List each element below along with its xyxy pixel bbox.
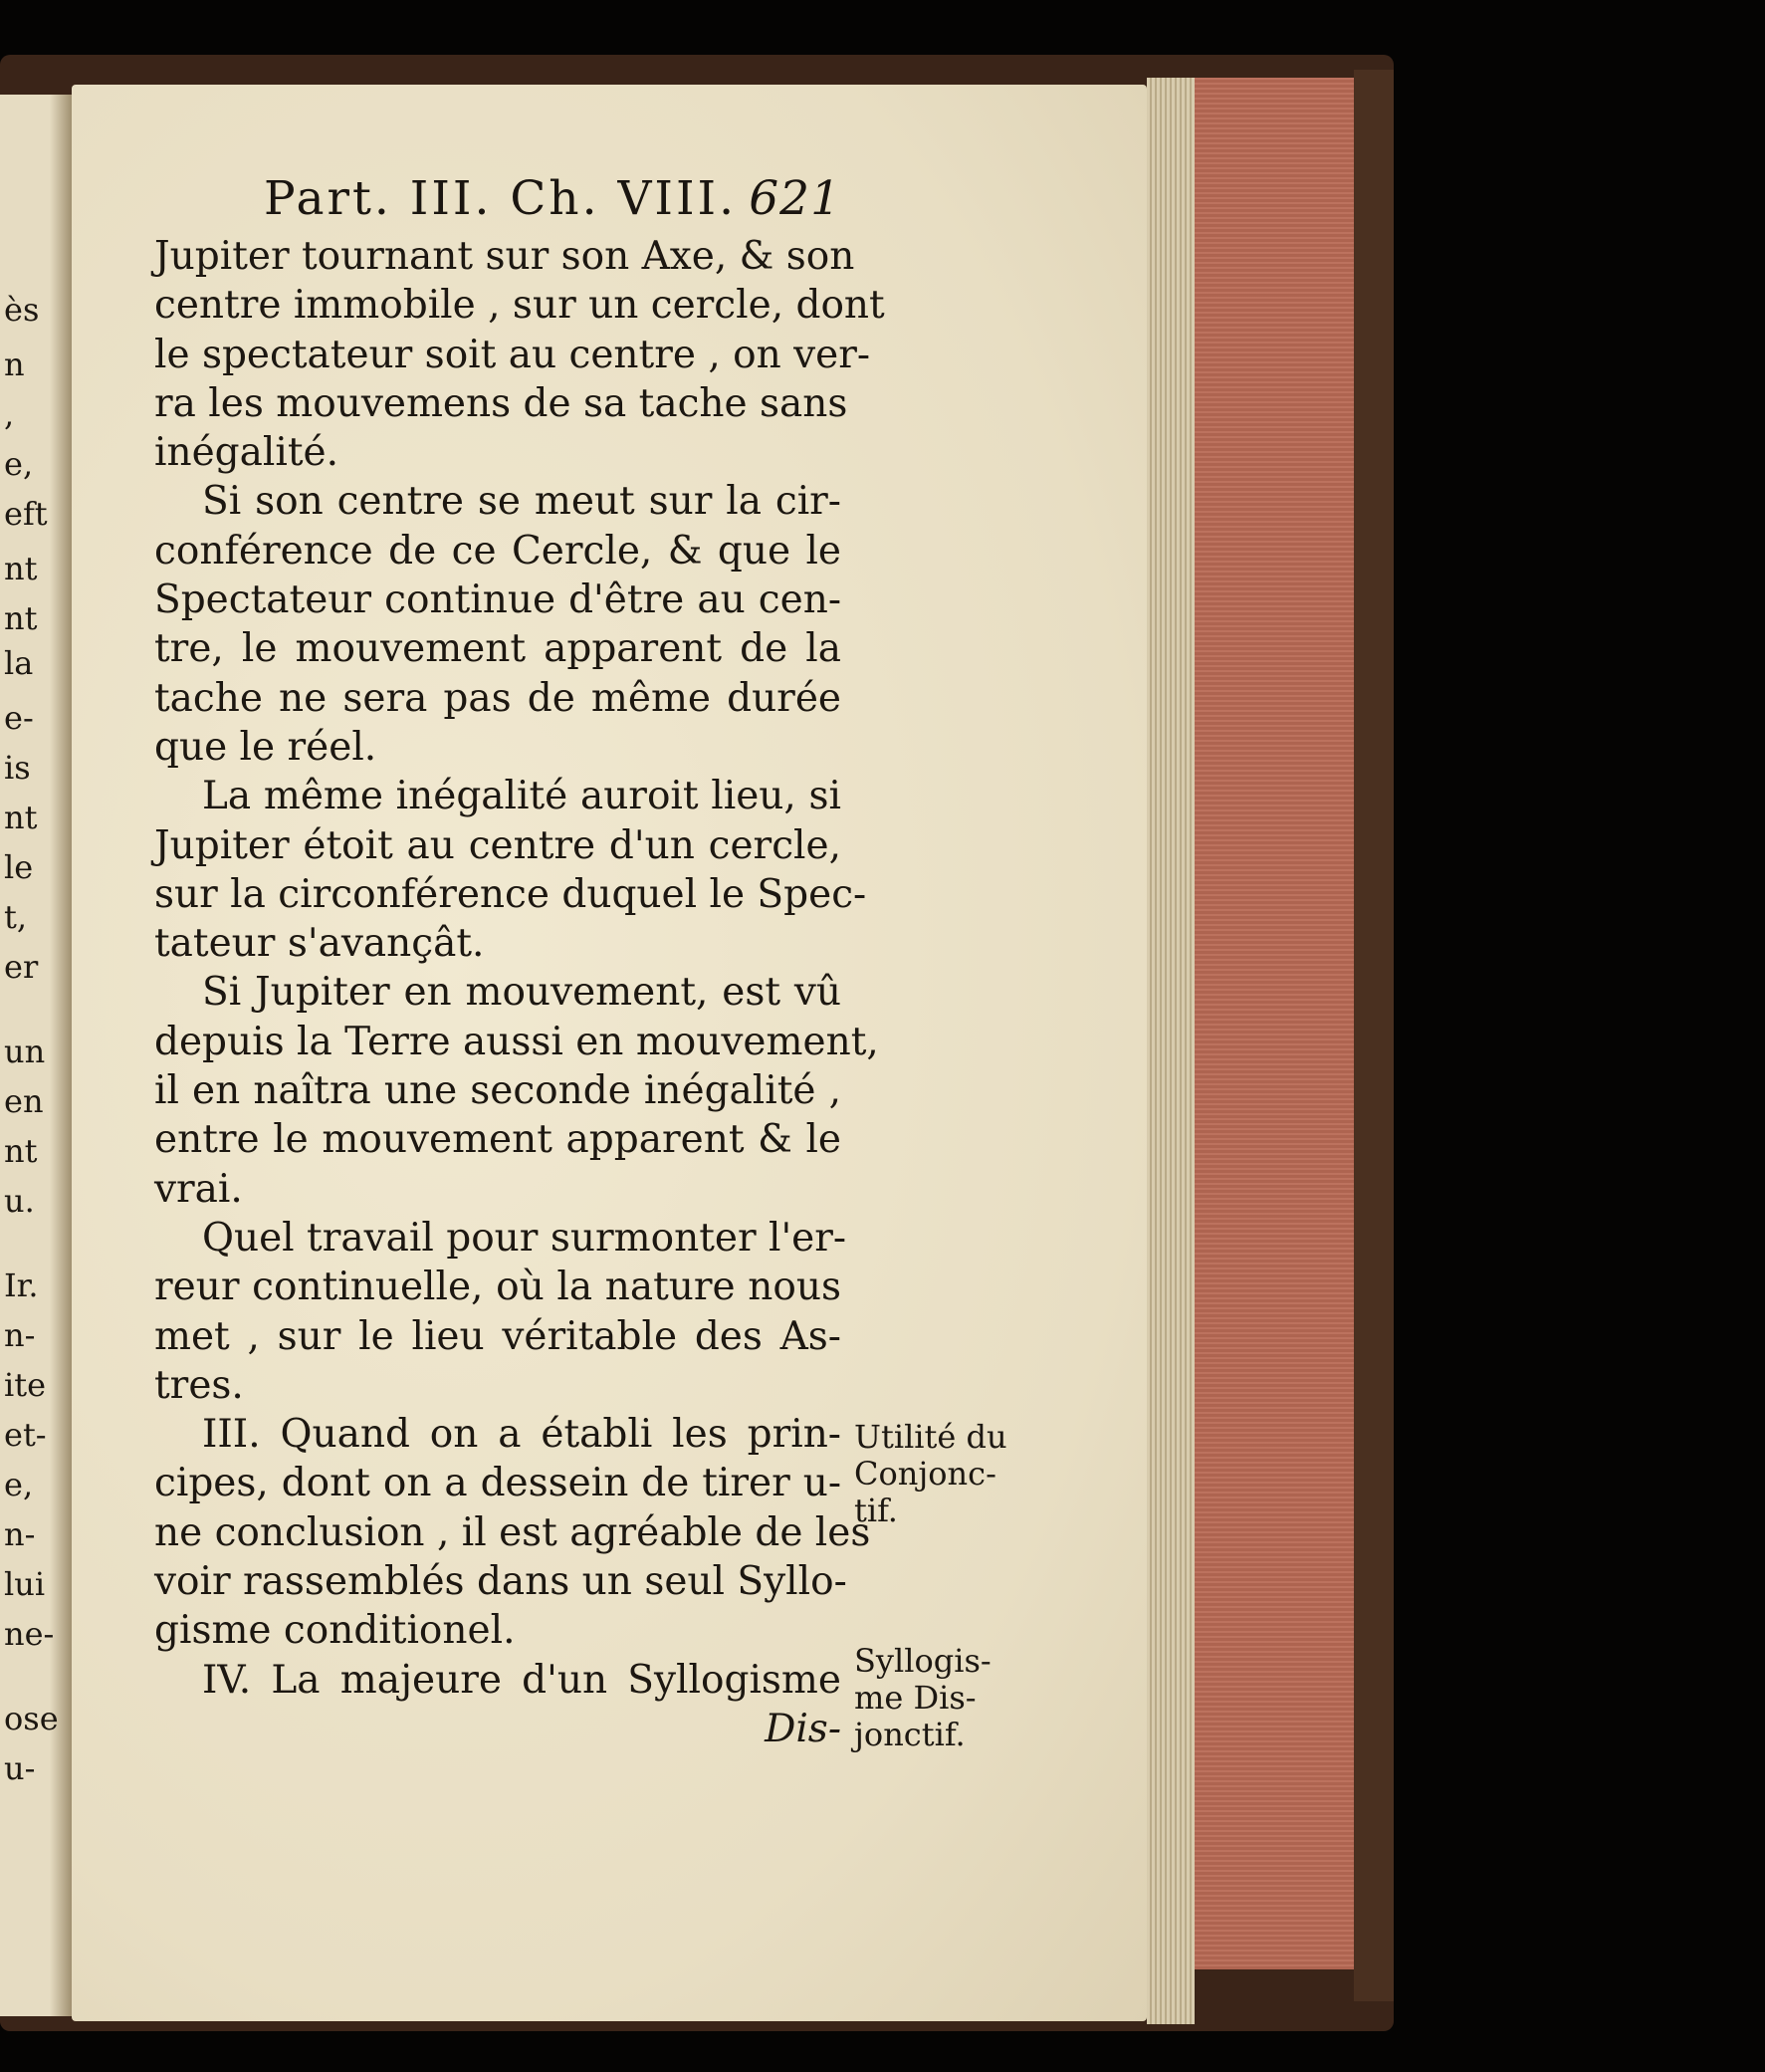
left-page bbox=[0, 95, 72, 2016]
margin-note-disjonctif bbox=[854, 1643, 1053, 1753]
catchword: Dis- bbox=[765, 1706, 841, 1751]
text-line: IV. La majeure d'un Syllogisme bbox=[202, 1657, 841, 1703]
text-line: vrai. bbox=[154, 1166, 243, 1212]
text-line: tateur s'avançât. bbox=[154, 921, 485, 967]
left-page-fragment: eft bbox=[4, 495, 48, 533]
red-page-edge bbox=[1195, 78, 1354, 1969]
text-line: gisme conditionel. bbox=[154, 1608, 516, 1654]
left-page-fragment: nt bbox=[4, 550, 38, 587]
text-line: tache ne sera pas de même durée bbox=[154, 675, 841, 721]
margin-note-line: jonctif. bbox=[854, 1716, 966, 1753]
text-line: conférence de ce Cercle, & que le bbox=[154, 528, 841, 574]
left-page-fragment: le bbox=[4, 848, 34, 886]
text-line: cipes, dont on a dessein de tirer u- bbox=[154, 1461, 841, 1506]
left-page-fragment: ite bbox=[4, 1366, 47, 1404]
left-page-fragment: nt bbox=[4, 799, 38, 836]
text-line: le spectateur soit au centre , on ver- bbox=[154, 332, 871, 377]
text-line: La même inégalité auroit lieu, si bbox=[202, 774, 841, 819]
text-line: tres. bbox=[154, 1362, 244, 1408]
page-number: 621 bbox=[749, 171, 841, 226]
text-line: Si Jupiter en mouvement, est vû bbox=[202, 970, 841, 1016]
left-page-fragment: en bbox=[4, 1082, 44, 1120]
left-page-fragment: ne- bbox=[4, 1615, 55, 1653]
text-line: reur continuelle, où la nature nous bbox=[154, 1265, 841, 1310]
margin-note-line: Syllogis- bbox=[854, 1642, 992, 1680]
text-line: Si son centre se meut sur la cir- bbox=[202, 479, 841, 525]
margin-note-line: me Dis- bbox=[854, 1679, 977, 1717]
text-line: Jupiter tournant sur son Axe, & son bbox=[154, 234, 855, 279]
margin-note-conjonctif bbox=[854, 1419, 1053, 1529]
text-line: depuis la Terre aussi en mouvement, bbox=[154, 1019, 879, 1064]
page-stack-edge bbox=[1147, 78, 1195, 2024]
left-page-fragment: e- bbox=[4, 699, 34, 737]
left-page-fragment: er bbox=[4, 948, 39, 986]
left-page-fragment: ose bbox=[4, 1700, 59, 1737]
margin-note-line: Utilité du bbox=[854, 1418, 1007, 1456]
left-page-fragment: u. bbox=[4, 1182, 35, 1220]
margin-note-line: Conjonc- bbox=[854, 1455, 996, 1493]
text-line: Spectateur continue d'être au cen- bbox=[154, 577, 841, 623]
text-line: Jupiter étoit au centre d'un cercle, bbox=[154, 822, 841, 868]
left-page-fragment: n bbox=[4, 345, 25, 383]
left-page-fragment: Ir. bbox=[4, 1266, 39, 1304]
text-line: voir rassemblés dans un seul Syllo- bbox=[154, 1559, 847, 1605]
back-cover-board bbox=[1354, 70, 1394, 2001]
left-page-fragment: nt bbox=[4, 599, 38, 637]
text-line: III. Quand on a établi les prin- bbox=[202, 1412, 841, 1458]
left-page-fragment: n- bbox=[4, 1515, 36, 1553]
text-line: ne conclusion , il est agréable de les bbox=[154, 1509, 871, 1555]
left-page-fragment: nt bbox=[4, 1132, 38, 1170]
text-line: entre le mouvement apparent & le bbox=[154, 1117, 841, 1163]
text-line: sur la circonférence duquel le Spec- bbox=[154, 871, 867, 917]
left-page-fragment: ès bbox=[4, 291, 40, 329]
left-page-fragment: , bbox=[4, 395, 15, 433]
text-line: Quel travail pour surmonter l'er- bbox=[202, 1215, 847, 1261]
left-page-fragment: e, bbox=[4, 1466, 34, 1503]
left-page-fragment: t, bbox=[4, 898, 28, 936]
left-page-fragment: lui bbox=[4, 1565, 46, 1603]
text-line: ra les mouvemens de sa tache sans bbox=[154, 380, 848, 426]
running-title: Part. III. Ch. VIII. bbox=[264, 171, 738, 226]
text-line: que le réel. bbox=[154, 724, 377, 770]
left-page-fragment: et- bbox=[4, 1416, 47, 1454]
left-page-fragment: n- bbox=[4, 1316, 36, 1354]
left-page-fragment: is bbox=[4, 749, 31, 787]
text-line: inégalité. bbox=[154, 430, 338, 476]
left-page-fragment: e, bbox=[4, 445, 34, 483]
text-line: met , sur le lieu véritable des As- bbox=[154, 1313, 841, 1359]
margin-note-line: tif. bbox=[854, 1492, 898, 1529]
text-line: il en naîtra une seconde inégalité , bbox=[154, 1068, 841, 1114]
text-line: tre, le mouvement apparent de la bbox=[154, 626, 841, 672]
left-page-fragment: un bbox=[4, 1033, 46, 1070]
running-header bbox=[264, 171, 841, 226]
left-page-fragment: u- bbox=[4, 1749, 36, 1787]
left-page-fragment: la bbox=[4, 644, 34, 682]
text-line: centre immobile , sur un cercle, dont bbox=[154, 283, 885, 329]
